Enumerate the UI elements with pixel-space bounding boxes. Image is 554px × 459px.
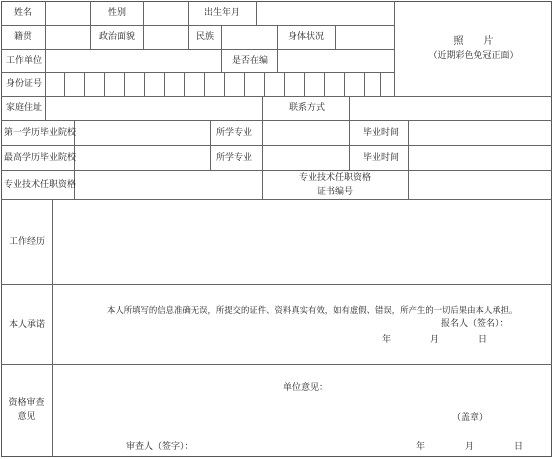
contact-field[interactable] bbox=[350, 97, 551, 119]
staff-label: 是否在编 bbox=[232, 56, 269, 66]
address-field[interactable] bbox=[46, 97, 261, 119]
native-label: 籍贯 bbox=[14, 32, 33, 42]
unit-opinion-label: 单位意见： bbox=[283, 383, 329, 393]
row-line-10 bbox=[1, 364, 552, 365]
edu1-label: 第一学历毕业院校 bbox=[4, 128, 77, 138]
edu2-major-label: 所学专业 bbox=[216, 153, 253, 163]
pledge-month: 月 bbox=[430, 335, 440, 345]
col-line bbox=[90, 25, 91, 49]
signature-field[interactable] bbox=[510, 314, 550, 330]
cert-label-line2: 证书编号 bbox=[316, 187, 353, 197]
row-line-9 bbox=[1, 284, 552, 285]
reviewer-label: 审查人（签字）： bbox=[126, 442, 194, 452]
political-field[interactable] bbox=[144, 26, 187, 48]
name-field[interactable] bbox=[46, 2, 89, 24]
edu2-school-field[interactable] bbox=[75, 146, 209, 169]
review-day: 日 bbox=[514, 442, 524, 452]
col-line bbox=[90, 1, 91, 25]
edu1-major-label: 所学专业 bbox=[216, 128, 253, 138]
employer-label: 工作单位 bbox=[6, 56, 43, 66]
signer-label: 报名人（签名）： bbox=[441, 319, 509, 329]
review-label-line2: 意见 bbox=[17, 412, 36, 422]
gender-label: 性别 bbox=[108, 8, 127, 18]
edu2-major-field[interactable] bbox=[263, 146, 348, 169]
work-label: 工作经历 bbox=[9, 237, 46, 247]
col-line bbox=[188, 25, 189, 49]
political-label: 政治面貌 bbox=[99, 32, 136, 42]
col-line bbox=[349, 120, 350, 170]
ethnic-field[interactable] bbox=[222, 26, 276, 48]
edu2-time-field[interactable] bbox=[409, 146, 551, 169]
edu1-time-label: 毕业时间 bbox=[363, 128, 400, 138]
employer-field[interactable] bbox=[46, 50, 220, 71]
pledge-text: 本人所填写的信息准确无误，所提交的证件、资料真实有效，如有虚假、错误，所产生的一切后果由本人承担。 bbox=[107, 305, 518, 315]
id-number-field[interactable] bbox=[46, 73, 393, 95]
edu1-time-field[interactable] bbox=[409, 121, 551, 144]
edu2-label: 最高学历毕业院校 bbox=[4, 153, 77, 163]
address-label: 家庭住址 bbox=[6, 103, 43, 113]
seal-label: （盖章） bbox=[452, 413, 489, 423]
col-line bbox=[262, 96, 263, 120]
name-label: 姓名 bbox=[14, 8, 33, 18]
photo-box[interactable] bbox=[395, 2, 551, 95]
col-line bbox=[210, 120, 211, 170]
edu2-time-label: 毕业时间 bbox=[363, 153, 400, 163]
review-year: 年 bbox=[416, 442, 426, 452]
ethnic-label: 民族 bbox=[196, 32, 215, 42]
qual-label: 专业技术任职资格 bbox=[4, 180, 77, 190]
work-history-field[interactable] bbox=[53, 200, 551, 283]
id-label: 身份证号 bbox=[6, 79, 43, 89]
birth-field[interactable] bbox=[257, 2, 393, 24]
review-label-line1: 资格审查 bbox=[8, 398, 45, 408]
col-line bbox=[277, 25, 278, 49]
col-line bbox=[188, 1, 189, 25]
pledge-day: 日 bbox=[478, 335, 488, 345]
photo-note: （近期彩色免冠正面） bbox=[428, 51, 519, 61]
pledge-year: 年 bbox=[382, 335, 392, 345]
health-label: 身体状况 bbox=[288, 32, 325, 42]
edu1-school-field[interactable] bbox=[75, 121, 209, 144]
qual-field[interactable] bbox=[75, 171, 261, 198]
cert-label-line1: 专业技术任职资格 bbox=[298, 173, 371, 183]
photo-title: 照 片 bbox=[453, 36, 494, 47]
contact-label: 联系方式 bbox=[289, 103, 326, 113]
review-month: 月 bbox=[465, 442, 475, 452]
gender-field[interactable] bbox=[144, 2, 187, 24]
cert-number-field[interactable] bbox=[409, 171, 551, 198]
pledge-label: 本人承诺 bbox=[9, 320, 46, 330]
birth-label: 出生年月 bbox=[204, 8, 241, 18]
staff-field[interactable] bbox=[278, 50, 393, 71]
native-field[interactable] bbox=[46, 26, 89, 48]
edu1-major-field[interactable] bbox=[263, 121, 348, 144]
col-line bbox=[221, 49, 222, 72]
reviewer-signature-field[interactable] bbox=[198, 437, 298, 453]
health-field[interactable] bbox=[336, 26, 393, 48]
